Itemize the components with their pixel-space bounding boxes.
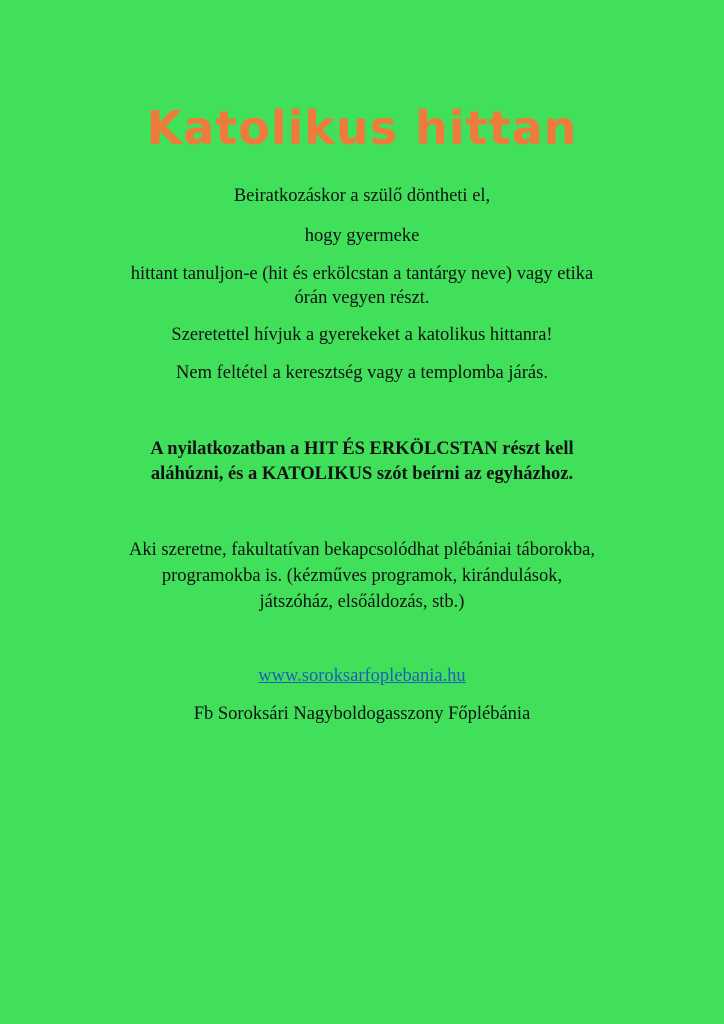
signature-line: Fb Soroksári Nagyboldogasszony Főplébánia <box>193 704 531 724</box>
intro-line-3: hittant tanuljon-e (hit és erkölcstan a tantárgy neve) vagy etika <box>130 264 594 284</box>
optional-line-2: programokba is. (kézműves programok, kirándulások, <box>161 566 563 586</box>
notice-line-1: A nyilatkozatban a HIT ÉS ERKÖLCSTAN részt kell <box>150 439 574 459</box>
intro-line-2: hogy gyermeke <box>304 226 420 246</box>
intro-line-4: órán vegyen részt. <box>294 288 430 308</box>
optional-line-3: játszóház, elsőáldozás, stb.) <box>259 592 465 612</box>
intro-line-1: Beiratkozáskor a szülő döntheti el, <box>233 186 491 206</box>
condition-line: Nem feltétel a keresztség vagy a templomba járás. <box>176 363 548 383</box>
page-title: Katolikus hittan <box>146 101 578 155</box>
website-link[interactable]: www.soroksarfoplebania.hu <box>258 666 466 686</box>
optional-line-1: Aki szeretne, fakultatívan bekapcsolódhat plébániai táborokba, <box>129 540 595 560</box>
notice-line-2: aláhúzni, és a KATOLIKUS szót beírni az egyházhoz. <box>150 464 574 484</box>
website-line <box>40 664 684 688</box>
invitation-line: Szeretettel hívjuk a gyerekeket a katolikus hittanra! <box>171 325 553 345</box>
